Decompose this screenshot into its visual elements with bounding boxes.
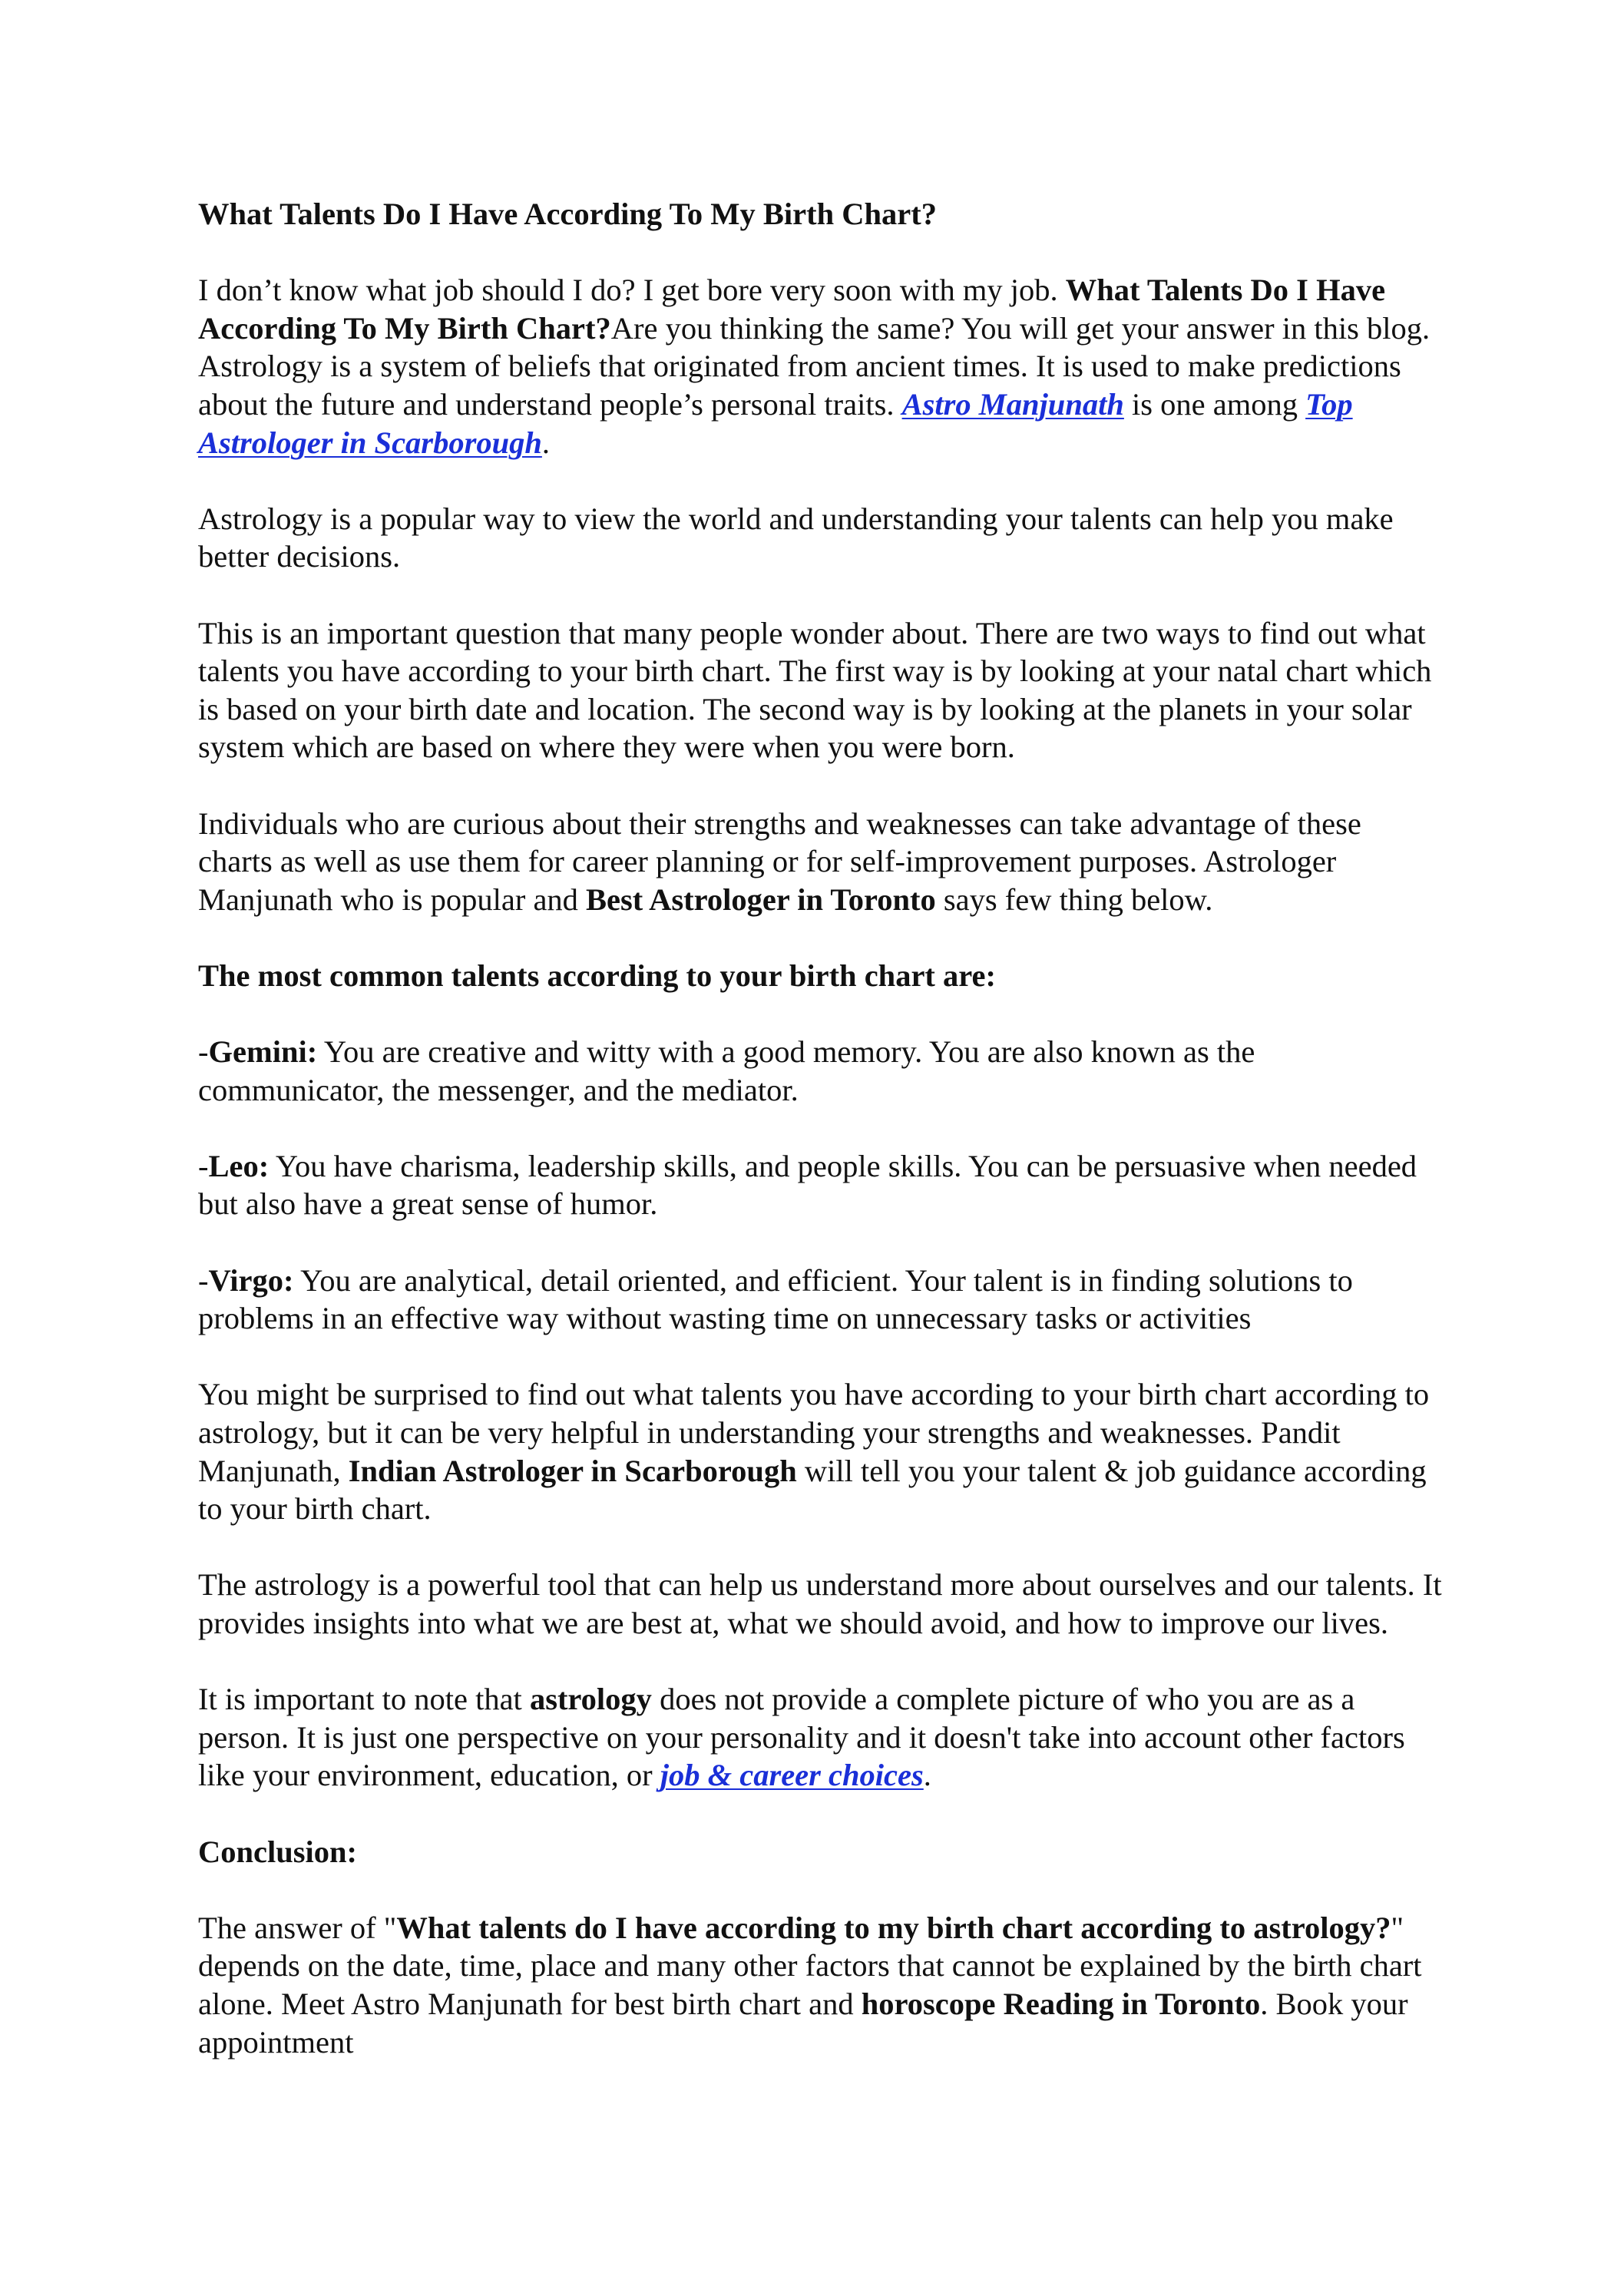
- intro-text-4: .: [541, 425, 550, 460]
- sign-text-leo: You have charisma, leadership skills, and people skills. You can be persuasive when needed but also have a great sense of humor.: [198, 1148, 1417, 1222]
- sign-virgo: [198, 1262, 1442, 1338]
- conclusion-heading-text: Conclusion:: [198, 1834, 358, 1869]
- answer-text-1: The answer of ": [198, 1910, 397, 1945]
- note-paragraph: [198, 1680, 1442, 1795]
- sign-name-leo: Leo:: [208, 1148, 270, 1183]
- sign-dash: -: [198, 1034, 209, 1070]
- page-title: [198, 195, 1442, 233]
- common-talents-heading-text: The most common talents according to your birth chart are:: [198, 958, 996, 993]
- common-talents-heading: [198, 957, 1442, 995]
- intro-paragraph: [198, 271, 1442, 462]
- page-title-text: What Talents Do I Have According To My Birth Chart?: [198, 197, 937, 231]
- intro-bold-question: What Talents Do I Have According To My Birth Chart?: [198, 273, 1386, 346]
- horoscope-reading-toronto-bold: horoscope Reading in Toronto: [861, 1986, 1261, 2021]
- indian-astrologer-scarborough-bold: Indian Astrologer in Scarborough: [348, 1453, 797, 1488]
- conclusion-heading: [198, 1833, 1442, 1871]
- sign-name-gemini: Gemini:: [208, 1034, 318, 1070]
- sign-leo: [198, 1147, 1442, 1223]
- individuals-text-1: Individuals who are curious about their strengths and weaknesses can take advantage of these charts as well as use them for career planning or for self-improvement purposes. Astrologer Manjunath who is popular and: [198, 806, 1361, 917]
- note-text-2: does not provide a complete picture of who you are as a person. It is just one perspective on your personality and it doesn't take into account other factors like your environment, education, or: [198, 1682, 1405, 1793]
- popular-paragraph: Astrology is a popular way to view the world and understanding your talents can help you make better decisions.: [198, 501, 1394, 574]
- note-text-3: .: [923, 1758, 931, 1793]
- sign-gemini: [198, 1033, 1442, 1109]
- tool-paragraph: The astrology is a powerful tool that can help us understand more about ourselves and our talents. It provides insights into what we are best at, what we should avoid, and how to improve our lives.: [198, 1567, 1442, 1640]
- best-astrologer-toronto-bold: Best Astrologer in Toronto: [586, 882, 936, 917]
- intro-text-2: Are you thinking the same? You will get your answer in this blog. Astrology is a system of beliefs that originated from ancient times. It is used to make predictions about the future and understand people’s personal traits.: [198, 310, 1431, 422]
- astro-manjunath-link[interactable]: Astro Manjunath: [901, 386, 1124, 422]
- intro-text-3: is one among: [1123, 386, 1306, 422]
- intro-text-1: I don’t know what job should I do? I get bore very soon with my job.: [198, 273, 1066, 308]
- surprised-paragraph: [198, 1375, 1442, 1527]
- individuals-text-2: says few thing below.: [935, 882, 1213, 917]
- surprised-text-1: You might be surprised to find out what talents you have according to your birth chart according to astrology, but it can be very helpful in understanding your strengths and weaknesses. Pandit Manjunath,: [198, 1377, 1430, 1488]
- sign-dash: -: [198, 1148, 209, 1183]
- top-astrologer-scarborough-link[interactable]: Top Astrologer in Scarborough: [198, 386, 1353, 460]
- sign-text-virgo: You are analytical, detail oriented, and efficient. Your talent is in finding solutions to problems in an effective way without wasting time on unnecessary tasks or activities: [198, 1262, 1353, 1336]
- note-text-1: It is important to note that: [198, 1682, 530, 1717]
- answer-bold-question: What talents do I have according to my birth chart according to astrology?: [396, 1910, 1391, 1945]
- individuals-paragraph: [198, 805, 1442, 919]
- answer-text-3: . Book your appointment: [198, 1986, 1408, 2059]
- surprised-text-2: will tell you your talent & job guidance according to your birth chart.: [198, 1453, 1427, 1527]
- sign-name-virgo: Virgo:: [208, 1262, 294, 1298]
- answer-text-2: " depends on the date, time, place and many other factors that cannot be explained by the birth chart alone. Meet Astro Manjunath for best birth chart and: [198, 1910, 1422, 2021]
- document-page: [198, 195, 1442, 2099]
- question-paragraph: This is an important question that many people wonder about. There are two ways to find out what talents you have according to your birth chart. The first way is by looking at your natal chart which is based on your birth date and location. The second way is by looking at the planets in your solar system which are based on where they were when you were born.: [198, 615, 1432, 765]
- sign-dash: -: [198, 1262, 209, 1298]
- sign-text-gemini: You are creative and witty with a good memory. You are also known as the communicator, the messenger, and the mediator.: [198, 1034, 1255, 1107]
- job-career-choices-link[interactable]: job & career choices: [660, 1758, 924, 1793]
- answer-paragraph: [198, 1909, 1442, 2061]
- astrology-bold: astrology: [529, 1682, 652, 1717]
